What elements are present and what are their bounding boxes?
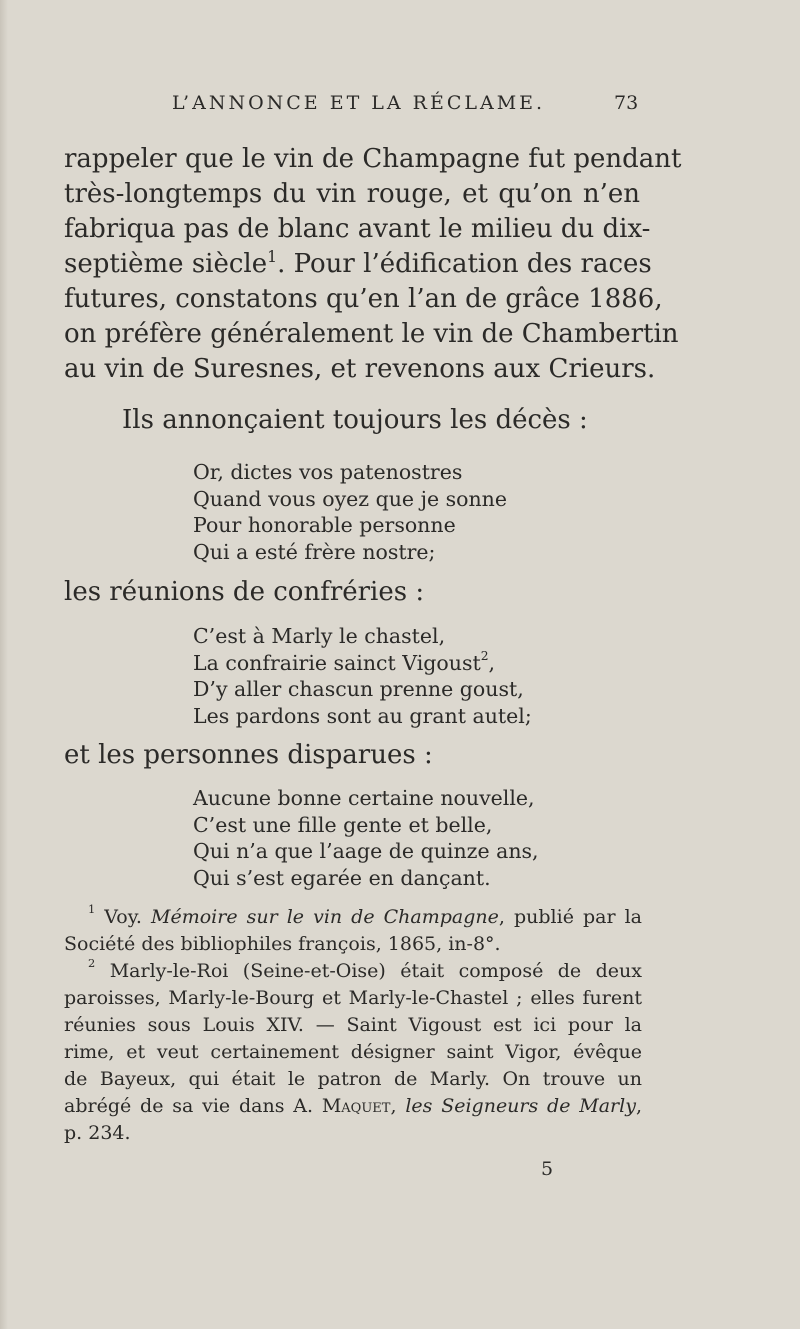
footnote-1-line: Société des bibliophiles françois, 1865, in-8°. <box>64 933 501 955</box>
text-line: et les personnes disparues : <box>64 740 433 770</box>
footnote-2-line: p. 234. <box>64 1122 131 1144</box>
verse-line: La confrairie sainct Vigoust$^2$, <box>193 648 496 675</box>
book-title: les Seigneurs de Marly <box>405 1095 636 1117</box>
text-line: fabriqua pas de blanc avant le milieu du dix- <box>64 214 651 244</box>
page-number: 73 <box>614 92 639 114</box>
signature-mark: 5 <box>541 1158 554 1180</box>
footnote-2-line: de Bayeux, qui était le patron de Marly. On trouve un <box>64 1068 642 1090</box>
footnotes <box>64 904 642 1147</box>
footnote-2-line: rime, et veut certainement désigner saint Vigor, évêque <box>64 1041 642 1063</box>
footnote-ref: 1 <box>267 248 278 266</box>
text-line: rappeler que le vin de Champagne fut pendant <box>64 144 682 174</box>
text-line: très-longtemps du vin rouge, et qu’on n’en <box>64 179 640 209</box>
footnote-marker: 1 <box>88 902 96 916</box>
text-line: les réunions de confréries : <box>64 577 425 607</box>
paragraph-disparues <box>64 738 640 773</box>
footnote-2-line: abrégé de sa vie dans A. Maquet, les Seigneurs de Marly, <box>64 1095 642 1117</box>
author-name: Maquet <box>321 1095 391 1117</box>
text-line: on préfère généralement le vin de Chambertin <box>64 319 679 349</box>
footnote-2-line: réunies sous Louis XIV. — Saint Vigoust est ici pour la <box>64 1014 642 1036</box>
text-line: septième siècle$^1$. Pour l’édification des races <box>64 248 652 279</box>
verse-aucune <box>193 785 539 891</box>
paragraph-champagne <box>64 142 682 387</box>
footnote-ref: 2 <box>480 648 489 663</box>
paragraph-confreries <box>64 575 640 610</box>
verse-line: Quand vous oyez que je sonne <box>193 486 507 511</box>
footnote-2-line: $^2$ Marly-le-Roi (Seine-et-Oise) était composé de deux <box>88 956 642 982</box>
text-line: au vin de Suresnes, et revenons aux Crieurs. <box>64 354 656 384</box>
verse-line: Or, dictes vos patenostres <box>193 460 463 484</box>
footnote-title: Mémoire sur le vin de Champagne <box>151 906 499 928</box>
text-line: Ils annonçaient toujours les décès : <box>122 405 588 435</box>
verse-line: Qui a esté frère nostre; <box>193 539 436 564</box>
running-head: L’ANNONCE ET LA RÉCLAME. <box>172 92 546 114</box>
text-line: futures, constatons qu’en l’an de grâce 1886, <box>64 284 663 314</box>
paragraph-deces <box>122 403 698 438</box>
verse-line: Qui n’a que l’aage de quinze ans, <box>193 839 539 863</box>
verse-patenostres <box>193 459 507 565</box>
footnote-marker: 2 <box>88 956 96 970</box>
verse-line: Pour honorable personne <box>193 513 456 537</box>
page-gutter <box>0 0 8 1329</box>
verse-line: D’y aller chascun prenne goust, <box>193 677 524 701</box>
footnote-1-line: $^1$ Voy. Mémoire sur le vin de Champagne, publié par la <box>88 902 642 928</box>
verse-marly <box>193 623 532 729</box>
verse-line: C’est à Marly le chastel, <box>193 624 446 648</box>
verse-line: Aucune bonne certaine nouvelle, <box>193 786 535 810</box>
footnote-2-line: paroisses, Marly-le-Bourg et Marly-le-Chastel ; elles furent <box>64 987 642 1009</box>
verse-line: Les pardons sont au grant autel; <box>193 703 532 728</box>
verse-line: C’est une fille gente et belle, <box>193 812 493 837</box>
verse-line: Qui s’est egarée en dançant. <box>193 865 491 890</box>
